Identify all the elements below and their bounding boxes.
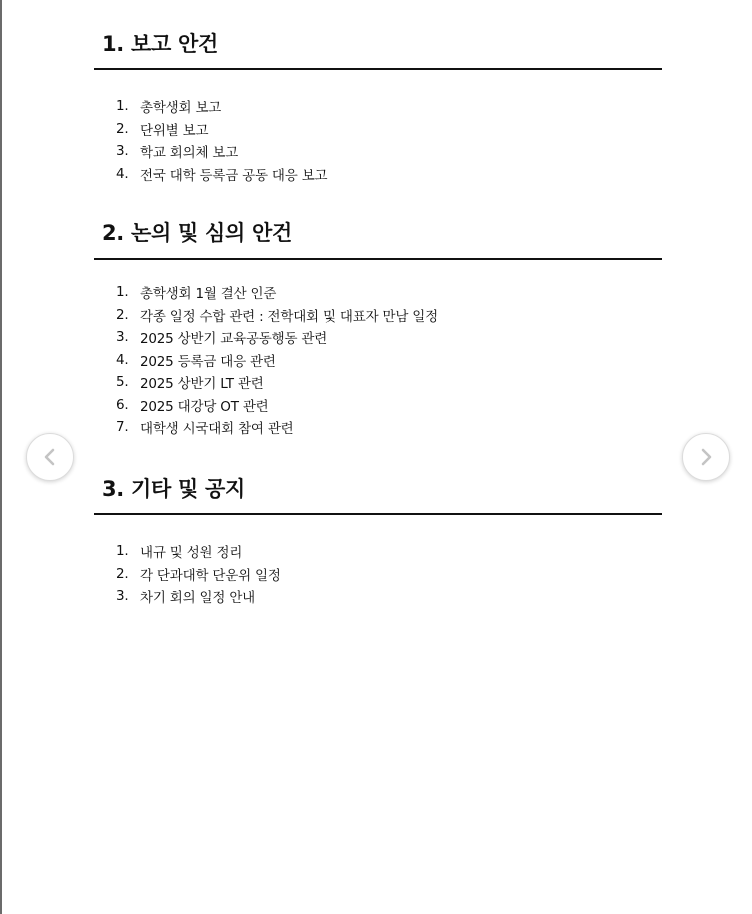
item-text: 총학생회 보고 <box>140 100 222 117</box>
section-divider <box>94 258 662 260</box>
previous-page-button[interactable] <box>26 433 74 481</box>
item-number: 2. <box>116 565 129 582</box>
item-text: 2025 대강당 OT 관련 <box>140 398 269 415</box>
list-item <box>116 394 438 417</box>
agenda-list <box>94 95 327 185</box>
section-title: 2. 논의 및 심의 안건 <box>102 221 292 245</box>
list-item <box>116 585 281 608</box>
list-item <box>116 540 281 563</box>
next-page-button[interactable] <box>682 433 730 481</box>
section-title: 3. 기타 및 공지 <box>102 477 245 501</box>
list-item <box>116 326 438 349</box>
item-number: 3. <box>116 329 129 346</box>
item-number: 1. <box>116 543 129 560</box>
item-number: 4. <box>116 351 129 368</box>
item-number: 2. <box>116 120 129 137</box>
section-title: 1. 보고 안건 <box>102 32 218 56</box>
item-number: 3. <box>116 143 129 160</box>
item-number: 1. <box>116 284 129 301</box>
list-item <box>116 118 327 141</box>
agenda-list <box>94 540 281 608</box>
item-number: 4. <box>116 165 129 182</box>
item-text: 2025 상반기 LT 관련 <box>140 376 264 393</box>
item-text: 전국 대학 등록금 공동 대응 보고 <box>140 167 328 184</box>
item-text: 각종 일정 수합 관련 : 전학대회 및 대표자 만남 일정 <box>140 308 438 325</box>
item-text: 각 단과대학 단운위 일정 <box>140 567 281 584</box>
item-text: 내규 및 성원 정리 <box>140 545 243 562</box>
item-number: 1. <box>116 98 129 115</box>
section-divider <box>94 513 662 515</box>
list-item <box>116 281 438 304</box>
chevron-right-icon <box>696 447 716 467</box>
item-text: 차기 회의 일정 안내 <box>140 590 256 607</box>
item-number: 3. <box>116 588 129 605</box>
item-text: 2025 등록금 대응 관련 <box>140 353 276 370</box>
list-item <box>116 140 327 163</box>
item-number: 6. <box>116 396 129 413</box>
item-text: 학교 회의체 보고 <box>140 145 239 162</box>
section-divider <box>94 68 662 70</box>
list-item <box>116 163 327 186</box>
item-number: 5. <box>116 374 129 391</box>
item-text: 단위별 보고 <box>140 122 209 139</box>
item-text: 대학생 시국대회 참여 관련 <box>140 421 294 438</box>
list-item <box>116 371 438 394</box>
list-item <box>116 349 438 372</box>
item-text: 2025 상반기 교육공동행동 관련 <box>140 331 328 348</box>
item-number: 2. <box>116 306 129 323</box>
list-item <box>116 304 438 327</box>
list-item <box>116 416 438 439</box>
item-number: 7. <box>116 419 129 436</box>
list-item <box>116 95 327 118</box>
list-item <box>116 563 281 586</box>
chevron-left-icon <box>40 447 60 467</box>
item-text: 총학생회 1월 결산 인준 <box>140 286 277 303</box>
agenda-list <box>94 281 438 439</box>
